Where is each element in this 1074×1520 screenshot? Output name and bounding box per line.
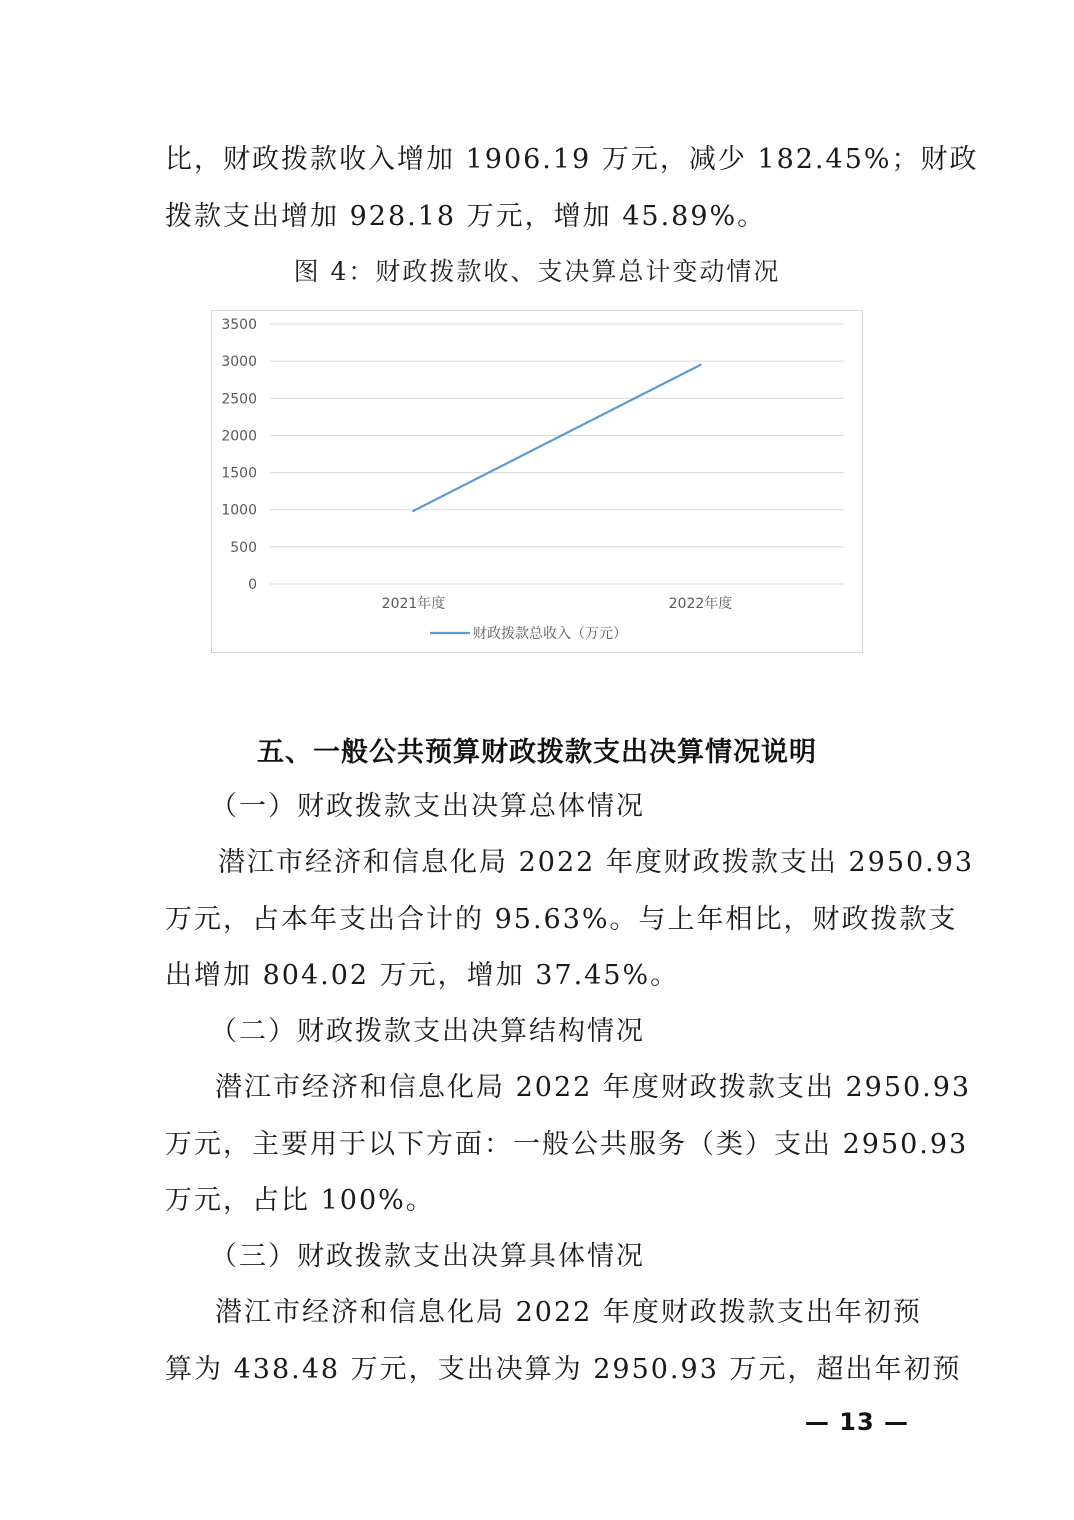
- paragraph-line: 万元，占本年支出合计的 95.63%。与上年相比，财政拨款支: [165, 904, 958, 935]
- y-tick-label: 2000: [221, 428, 257, 445]
- data-point: [699, 364, 701, 366]
- chart-svg: [212, 311, 864, 654]
- paragraph-line: 万元，主要用于以下方面：一般公共服务（类）支出 2950.93: [165, 1129, 969, 1160]
- y-tick-label: 0: [248, 577, 257, 593]
- figure-caption: 图 4：财政拨款收、支决算总计变动情况: [293, 257, 781, 286]
- line-chart: [211, 310, 863, 653]
- y-tick-label: 3500: [221, 317, 257, 333]
- y-tick-label: 500: [230, 539, 257, 556]
- paragraph-line: 出增加 804.02 万元，增加 37.45%。: [165, 960, 680, 991]
- data-point: [412, 510, 414, 512]
- subheading-2: （二）财政拨款支出决算结构情况: [210, 1016, 645, 1047]
- paragraph-line: 比，财政拨款收入增加 1906.19 万元，减少 182.45%；财政: [165, 144, 979, 175]
- x-tick-label: 2022年度: [668, 596, 733, 612]
- series-line: [414, 365, 701, 511]
- y-tick-label: 2500: [221, 391, 257, 408]
- subheading-3: （三）财政拨款支出决算具体情况: [210, 1241, 645, 1272]
- paragraph-line: 潜江市经济和信息化局 2022 年度财政拨款支出 2950.93: [215, 1072, 972, 1103]
- legend-label: 财政拨款总收入（万元）: [473, 626, 627, 642]
- y-tick-label: 3000: [221, 354, 257, 371]
- paragraph-line: 拨款支出增加 928.18 万元，增加 45.89%。: [165, 201, 767, 232]
- x-tick-label: 2021年度: [381, 596, 446, 612]
- paragraph-line: 潜江市经济和信息化局 2022 年度财政拨款支出年初预: [215, 1297, 922, 1328]
- y-tick-label: 1500: [221, 465, 257, 482]
- paragraph-line: 万元，占比 100%。: [165, 1185, 435, 1216]
- y-tick-label: 1000: [221, 502, 257, 519]
- subheading-1: （一）财政拨款支出决算总体情况: [210, 791, 645, 822]
- paragraph-line: 潜江市经济和信息化局 2022 年度财政拨款支出 2950.93: [218, 847, 975, 878]
- page-number: — 13 —: [804, 1408, 909, 1436]
- section-heading: 五、一般公共预算财政拨款支出决算情况说明: [257, 737, 817, 768]
- paragraph-line: 算为 438.48 万元，支出决算为 2950.93 万元，超出年初预: [165, 1354, 962, 1385]
